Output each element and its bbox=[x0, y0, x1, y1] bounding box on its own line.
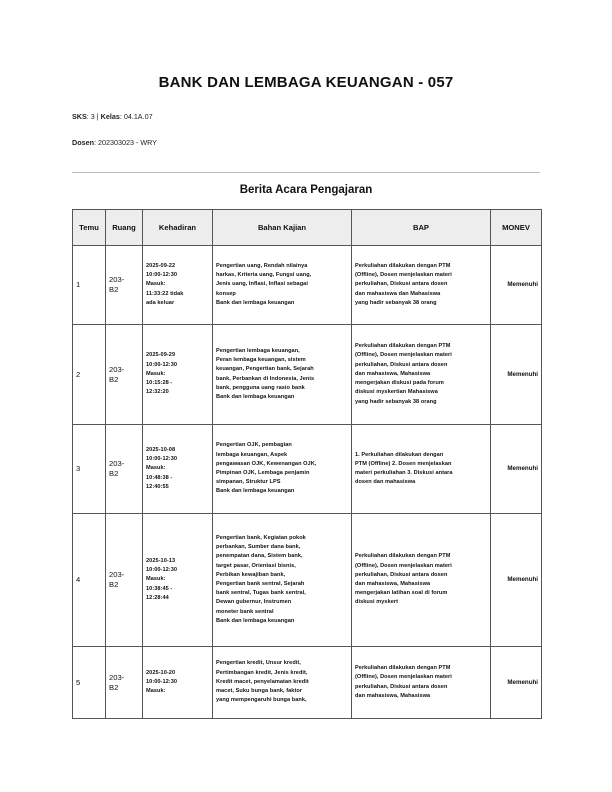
ruang-text: 203- B2 bbox=[109, 459, 125, 478]
lecturer-info-line bbox=[72, 138, 157, 147]
bap-cell bbox=[352, 647, 491, 719]
kehadiran-text: 2025-10-20 10:00-12:30 Masuk: bbox=[146, 669, 178, 695]
bap-cell bbox=[352, 425, 491, 514]
table-row bbox=[73, 514, 542, 647]
kehadiran-cell bbox=[143, 647, 213, 719]
bahan-kajian-text: Pengertian OJK, pembagian lembaga keuangan, Aspek pengawasan OJK, Kewenangan OJK, Pimpinan OJK, Lembaga penjamin simpanan, Struktur LPS Bank dan lembaga keuangan bbox=[216, 442, 317, 495]
bahan-kajian-cell bbox=[213, 425, 352, 514]
bahan-kajian-cell bbox=[213, 514, 352, 647]
table-row bbox=[73, 425, 542, 514]
kehadiran-text: 2025-09-29 10:00-12:30 Masuk: 10:15:28 - 12:32:20 bbox=[146, 352, 178, 396]
bap-text: Perkuliahan dilakukan dengan PTM (Offline), Dosen menjelaskan materi perkuliahan, Diskusi antara dosen dan mahasiswa, Mahasiswa mengerjakan latihan soal di forum diskusi myskert bbox=[355, 553, 452, 606]
bahan-kajian-text: Pengertian bank, Kegiatan pokok perbankan, Sumber dana bank, penempatan dana, Sistem bank, target pasar, Orientasi bisnis, Perbikan kewajiban bank, Pengertian bank sentral, Sejarah bank sentral, Tugas bank sentral, Dewan gubernur, Instrumen moneter bank sentral Bank dan lembaga keuangan bbox=[216, 534, 306, 624]
monev-cell: Memenuhi bbox=[491, 647, 542, 719]
temu-cell: 2 bbox=[73, 325, 106, 425]
bap-cell bbox=[352, 325, 491, 425]
table-row bbox=[73, 647, 542, 719]
bap-text: Perkuliahan dilakukan dengan PTM (Offline), Dosen menjelaskan materi perkuliahan, Diskusi antara dosen dan mahasiswa dan Mahasiswa yang hadir sebanyak 38 orang bbox=[355, 262, 452, 306]
bahan-kajian-text: Pengertian lembaga keuangan, Peran lembaga keuangan, sistem keuangan, Pengertian bank, Sejarah bank, Perbankan di Indonesia, Jenis bank, pengguna uang rasio bank Bank dan lembaga keuangan bbox=[216, 347, 315, 400]
col-header-temu: Temu bbox=[73, 210, 106, 246]
temu-cell: 5 bbox=[73, 647, 106, 719]
ruang-cell bbox=[106, 425, 143, 514]
kehadiran-cell bbox=[143, 425, 213, 514]
ruang-cell bbox=[106, 325, 143, 425]
col-header-bahan-kajian: Bahan Kajian bbox=[213, 210, 352, 246]
ruang-cell bbox=[106, 647, 143, 719]
bap-text: Perkuliahan dilakukan dengan PTM (Offline), Dosen menjelaskan materi perkuliahan, Diskusi antara dosen dan mahasiswa, Mahasiswa bbox=[355, 665, 452, 699]
dosen-label: Dosen bbox=[72, 138, 94, 147]
header-divider bbox=[72, 172, 540, 173]
bahan-kajian-cell bbox=[213, 647, 352, 719]
bap-cell bbox=[352, 246, 491, 325]
ruang-text: 203- B2 bbox=[109, 570, 125, 589]
dosen-value: : 202303023 - WRY bbox=[93, 138, 157, 147]
kehadiran-text: 2025-10-13 10:00-12:30 Masuk: 10:38:45 - 12:28:44 bbox=[146, 557, 178, 601]
kehadiran-cell bbox=[143, 325, 213, 425]
page-title: BANK DAN LEMBAGA KEUANGAN - 057 bbox=[158, 74, 454, 91]
kehadiran-cell bbox=[143, 246, 213, 325]
sks-value: : 3 | bbox=[86, 112, 101, 121]
sks-label: SKS bbox=[72, 112, 87, 121]
col-header-ruang: Ruang bbox=[106, 210, 143, 246]
bahan-kajian-cell bbox=[213, 325, 352, 425]
temu-cell: 3 bbox=[73, 425, 106, 514]
ruang-cell bbox=[106, 514, 143, 647]
monev-cell: Memenuhi bbox=[491, 425, 542, 514]
temu-cell: 1 bbox=[73, 246, 106, 325]
bap-text: 1. Perkuliahan dilakukan dengan PTM (Offline) 2. Dosen menjelaskan materi perkuliahan 3. Diskusi antara dosen dan mahasiswa bbox=[355, 451, 453, 486]
monev-cell: Memenuhi bbox=[491, 514, 542, 647]
table-row bbox=[73, 325, 542, 425]
berita-acara-table bbox=[72, 209, 542, 719]
ruang-text: 203- B2 bbox=[109, 364, 125, 384]
ruang-text: 203- B2 bbox=[109, 672, 125, 692]
bap-cell bbox=[352, 514, 491, 647]
table-row bbox=[73, 246, 542, 325]
kehadiran-text: 2025-10-08 10:00-12:30 Masuk: 10:48:38 - 12:40:55 bbox=[146, 446, 178, 490]
kelas-value: : 04.1A.07 bbox=[119, 112, 153, 121]
ruang-cell bbox=[106, 246, 143, 325]
monev-cell: Memenuhi bbox=[491, 246, 542, 325]
ruang-text: 203- B2 bbox=[109, 275, 125, 294]
col-header-monev: MONEV bbox=[491, 210, 542, 246]
monev-cell: Memenuhi bbox=[491, 325, 542, 425]
section-title: Berita Acara Pengajaran bbox=[239, 184, 373, 196]
col-header-bap: BAP bbox=[352, 210, 491, 246]
bahan-kajian-text: Pengertian uang, Rendah nilainya harkas, Kriteria uang, Fungsi uang, Jenis uang, Inflasi, Inflasi sebagai konsep Bank dan lembaga keuangan bbox=[216, 262, 312, 306]
table-header-row bbox=[73, 210, 542, 246]
kehadiran-cell bbox=[143, 514, 213, 647]
course-info-line bbox=[72, 112, 153, 121]
temu-cell: 4 bbox=[73, 514, 106, 647]
bap-text: Perkuliahan dilakukan dengan PTM (Offline), Dosen menjelaskan materi perkuliahan, Diskusi antara dosen dan mahasiswa, Mahasiswa mengerjakan diskusi pada forum diskusi myskertian Mahasiswa yang hadir sebanyak 38 orang bbox=[355, 343, 452, 405]
bahan-kajian-text: Pengertian kredit, Unsur kredit, Pertimbangan kredit, Jenis kredit, Kredit macet, penyelamatan kredit macet, Suku bunga bank, faktor yang mempengaruhi bunga bank, bbox=[216, 660, 309, 704]
kelas-label: Kelas bbox=[100, 112, 120, 121]
col-header-kehadiran: Kehadiran bbox=[143, 210, 213, 246]
bahan-kajian-cell bbox=[213, 246, 352, 325]
kehadiran-text: 2025-09-22 10:00-12:30 Masuk: 11:33:22 tidak ada keluar bbox=[146, 262, 184, 306]
